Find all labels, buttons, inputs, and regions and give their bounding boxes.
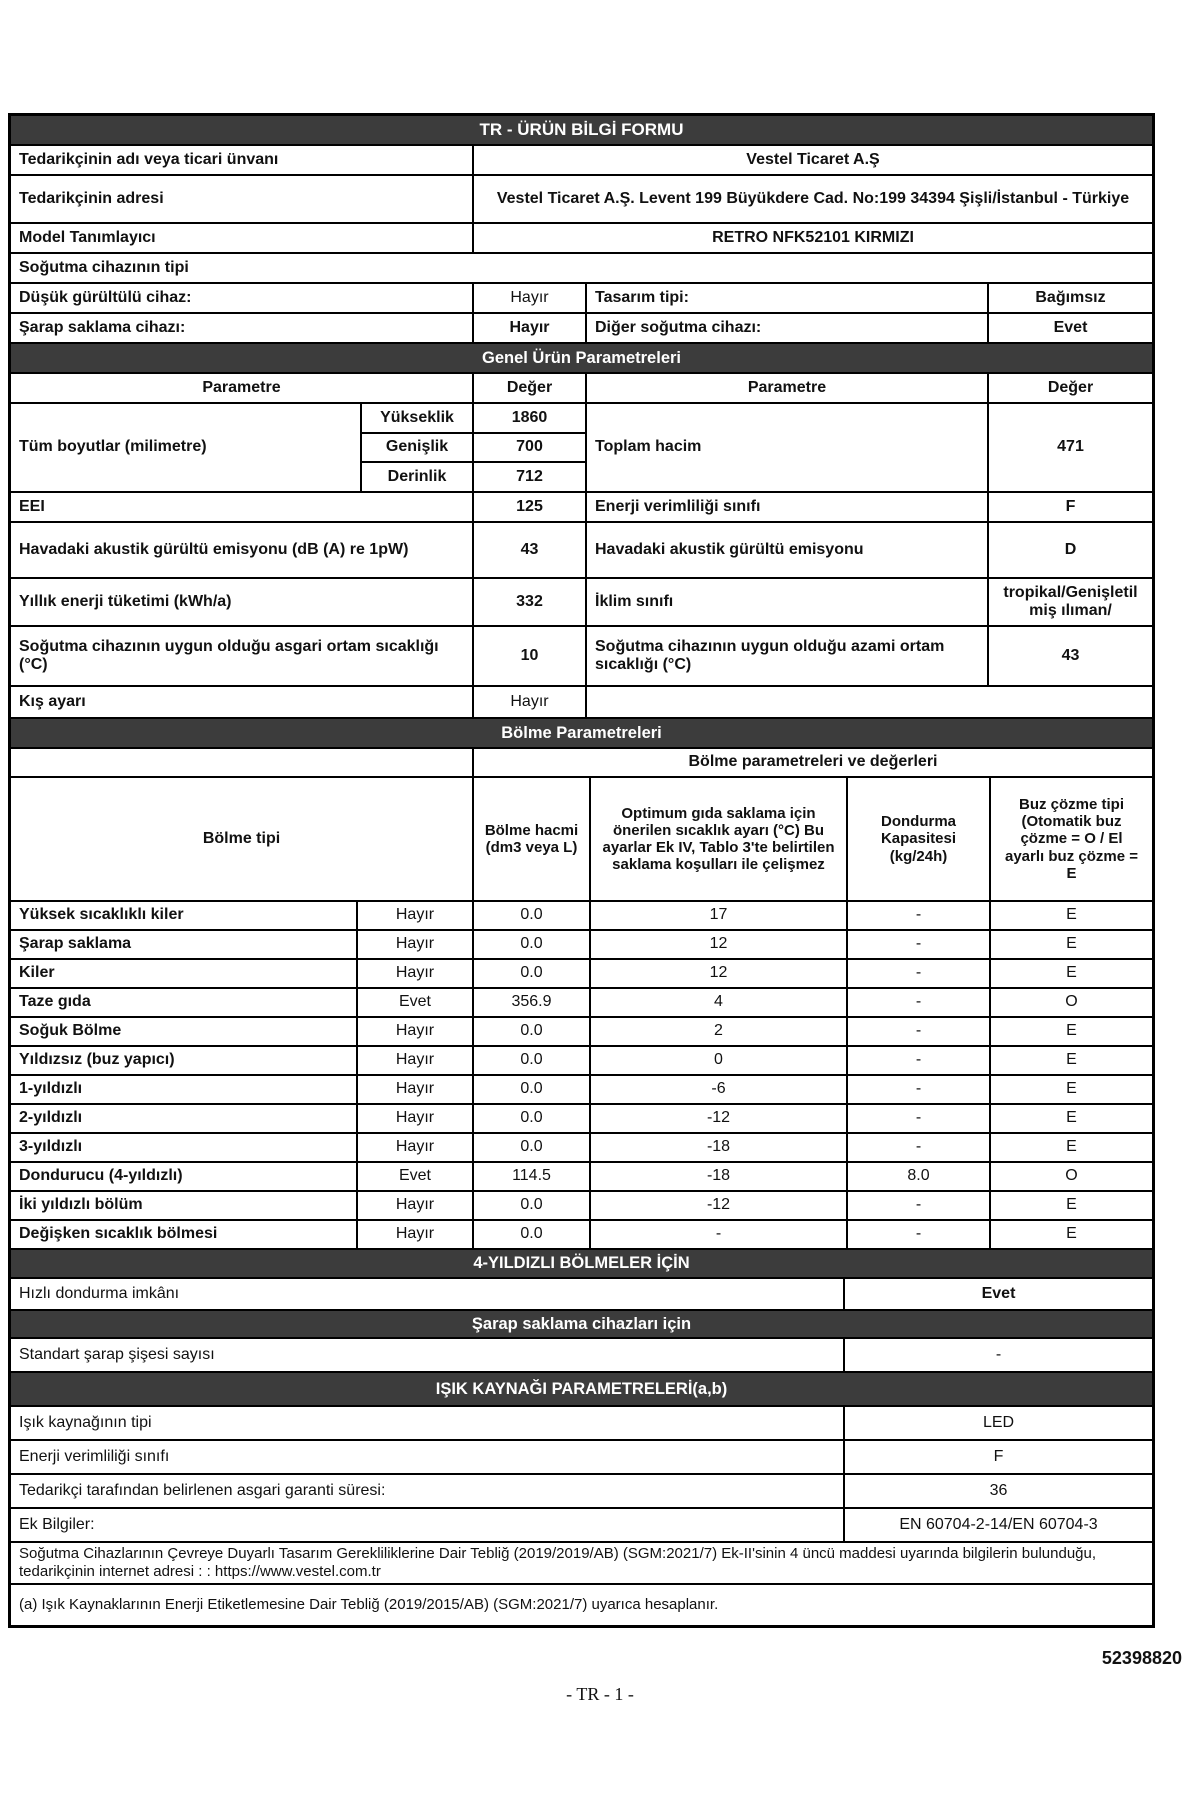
table-row xyxy=(11,116,1152,144)
table-row xyxy=(11,222,1152,252)
design-type-label: Tasarım tipi: xyxy=(585,284,987,312)
compartment-present: Hayır xyxy=(356,902,472,929)
compartment-volume: 114.5 xyxy=(472,1163,589,1190)
compartment-volume: 356.9 xyxy=(472,989,589,1016)
compartment-temp: -12 xyxy=(589,1105,846,1132)
compartment-name: İki yıldızlı bölüm xyxy=(19,1196,143,1214)
noise-emission-value: 43 xyxy=(472,523,585,577)
depth-value: 712 xyxy=(474,461,585,491)
winter-setting-value: Hayır xyxy=(472,687,585,717)
compartment-defrost: O xyxy=(989,989,1152,1016)
compartment-volume: 0.0 xyxy=(472,1047,589,1074)
dimension-names xyxy=(360,404,472,491)
compartment-present: Evet xyxy=(356,989,472,1016)
compartment-name: Yüksek sıcaklıklı kiler xyxy=(19,906,184,924)
supplier-name-value: Vestel Ticaret A.Ş xyxy=(472,146,1152,174)
noise-class-label: Havadaki akustik gürültü emisyonu xyxy=(585,523,987,577)
table-row xyxy=(11,685,1152,717)
compartment-present: Hayır xyxy=(356,1105,472,1132)
compartment-temp: -18 xyxy=(589,1134,846,1161)
energy-class-value: F xyxy=(987,493,1152,521)
compartment-temp: 17 xyxy=(589,902,846,929)
table-row xyxy=(11,1337,1152,1371)
total-volume-value: 471 xyxy=(987,404,1152,491)
compartment-present: Hayır xyxy=(356,1018,472,1045)
fast-freeze-label: Hızlı dondurma imkânı xyxy=(19,1284,180,1302)
product-info-table xyxy=(8,113,1155,1628)
compartment-defrost: O xyxy=(989,1163,1152,1190)
footnote-regulation: Soğutma Cihazlarının Çevreye Duyarlı Tasarım Gerekliliklerine Dair Tebliğ (2019/2019/AB) (SGM:2021/7) Ek-II'sinin 4 üncü maddesi uyarında bilgilerin bulunduğu, tedarikçinin internet adresi : : https://www.vestel.com.tr xyxy=(19,1545,1097,1580)
compartment-volume: 0.0 xyxy=(472,1192,589,1219)
compartment-name: Soğuk Bölme xyxy=(19,1022,122,1040)
dimensions-label: Tüm boyutlar (milimetre) xyxy=(19,438,207,456)
compartment-present: Hayır xyxy=(356,960,472,987)
eei-value: 125 xyxy=(472,493,585,521)
winter-setting-label: Kış ayarı xyxy=(19,692,86,710)
table-row xyxy=(11,577,1152,625)
compartment-present: Hayır xyxy=(356,931,472,958)
light-section-title: IŞIK KAYNAĞI PARAMETRELERİ(a,b) xyxy=(11,1373,1152,1405)
annual-energy-label: Yıllık enerji tüketimi (kWh/a) xyxy=(19,592,232,610)
low-noise-label: Düşük gürültülü cihaz: xyxy=(19,288,192,306)
max-ambient-label: Soğutma cihazının uygun olduğu azami ortam sıcaklığı (°C) xyxy=(585,627,987,685)
compartment-row xyxy=(11,929,1152,958)
compartment-capacity: - xyxy=(846,1134,989,1161)
compartment-present: Hayır xyxy=(356,1076,472,1103)
noise-emission-label: Havadaki akustik gürültü emisyonu (dB (A) re 1pW) xyxy=(19,540,409,558)
table-row xyxy=(11,625,1152,685)
col-header-temp-setting: Optimum gıda saklama için önerilen sıcaklık ayarı (°C) Bu ayarlar Ek IV, Tablo 3'te belirtilen saklama koşulları ile çelişmez xyxy=(589,778,846,900)
col-header-deger-2: Değer xyxy=(987,374,1152,402)
compartment-name: Şarap saklama xyxy=(19,935,132,953)
other-cooling-label: Diğer soğutma cihazı: xyxy=(585,314,987,342)
compartment-defrost: E xyxy=(989,1192,1152,1219)
table-row xyxy=(11,1405,1152,1439)
noise-class-value: D xyxy=(987,523,1152,577)
model-identifier-value: RETRO NFK52101 KIRMIZI xyxy=(472,224,1152,252)
compartment-name: 2-yıldızlı xyxy=(19,1109,83,1127)
height-value: 1860 xyxy=(511,408,548,426)
table-row xyxy=(11,1439,1152,1473)
wine-device-value: Hayır xyxy=(472,314,585,342)
compartment-present: Hayır xyxy=(356,1134,472,1161)
table-row xyxy=(11,1277,1152,1309)
compartment-capacity: - xyxy=(846,1192,989,1219)
compartment-present: Evet xyxy=(356,1163,472,1190)
compartment-volume: 0.0 xyxy=(472,1076,589,1103)
compartment-name: 1-yıldızlı xyxy=(19,1080,83,1098)
compartment-volume: 0.0 xyxy=(472,1018,589,1045)
empty-cell xyxy=(11,749,472,776)
compartment-row xyxy=(11,1103,1152,1132)
empty-cell xyxy=(585,687,1152,717)
max-ambient-value: 43 xyxy=(987,627,1152,685)
light-type-label: Işık kaynağının tipi xyxy=(19,1413,152,1431)
table-row xyxy=(11,1473,1152,1507)
col-header-parametre-2: Parametre xyxy=(585,374,987,402)
compartment-present: Hayır xyxy=(356,1192,472,1219)
compartment-defrost: E xyxy=(989,931,1152,958)
table-row xyxy=(11,747,1152,776)
footnote-row xyxy=(11,1541,1152,1583)
section-header-row xyxy=(11,717,1152,747)
compartment-row xyxy=(11,987,1152,1016)
light-type-value: LED xyxy=(843,1407,1152,1439)
compartment-temp: 0 xyxy=(589,1047,846,1074)
compartment-row xyxy=(11,1045,1152,1074)
compartment-row xyxy=(11,1219,1152,1248)
cooling-type-header: Soğutma cihazının tipi xyxy=(19,258,189,276)
col-header-freezing-capacity: Dondurma Kapasitesi (kg/24h) xyxy=(846,778,989,900)
height-label: Yükseklik xyxy=(380,408,454,426)
footnote-light-labelling: (a) Işık Kaynaklarının Enerji Etiketlemesine Dair Tebliğ (2019/2015/AB) (SGM:2021/7) uyarıca hesaplanır. xyxy=(19,1596,719,1613)
wine-bottles-label: Standart şarap şişesi sayısı xyxy=(19,1345,215,1363)
compartment-row xyxy=(11,1190,1152,1219)
compartment-temp: -18 xyxy=(589,1163,846,1190)
compartment-capacity: - xyxy=(846,1076,989,1103)
light-energy-class-value: F xyxy=(843,1441,1152,1473)
climate-class-label: İklim sınıfı xyxy=(585,579,987,625)
compartment-volume: 0.0 xyxy=(472,1134,589,1161)
total-volume-label: Toplam hacim xyxy=(585,404,987,491)
section-header-row xyxy=(11,342,1152,372)
compartment-present: Hayır xyxy=(356,1047,472,1074)
compartment-capacity: - xyxy=(846,1105,989,1132)
compartment-capacity: 8.0 xyxy=(846,1163,989,1190)
compartment-defrost: E xyxy=(989,1105,1152,1132)
section-header-row xyxy=(11,1309,1152,1337)
footnote-row xyxy=(11,1583,1152,1625)
compartment-present: Hayır xyxy=(356,1221,472,1248)
compartment-defrost: E xyxy=(989,902,1152,929)
low-noise-value: Hayır xyxy=(472,284,585,312)
wine-bottles-value: - xyxy=(843,1339,1152,1371)
width-value: 700 xyxy=(474,432,585,462)
compartment-row xyxy=(11,1161,1152,1190)
warranty-label: Tedarikçi tarafından belirlenen asgari garanti süresi: xyxy=(19,1481,386,1499)
climate-class-value: tropikal/Genişletilmiş ılıman/ xyxy=(987,579,1152,625)
form-title: TR - ÜRÜN BİLGİ FORMU xyxy=(11,116,1152,144)
page-number: - TR - 1 - xyxy=(566,1684,634,1704)
supplier-address-value: Vestel Ticaret A.Ş. Levent 199 Büyükdere Cad. No:199 34394 Şişli/İstanbul - Türkiye xyxy=(472,176,1152,222)
width-label: Genişlik xyxy=(362,432,472,462)
energy-class-label: Enerji verimliliği sınıfı xyxy=(585,493,987,521)
compartment-defrost: E xyxy=(989,1076,1152,1103)
table-row xyxy=(11,144,1152,174)
design-type-value: Bağımsız xyxy=(987,284,1152,312)
table-row xyxy=(11,491,1152,521)
other-cooling-value: Evet xyxy=(987,314,1152,342)
compartment-defrost: E xyxy=(989,960,1152,987)
compartment-capacity: - xyxy=(846,960,989,987)
section-header-row xyxy=(11,1371,1152,1405)
compartment-row xyxy=(11,958,1152,987)
compartment-defrost: E xyxy=(989,1134,1152,1161)
warranty-value: 36 xyxy=(843,1475,1152,1507)
min-ambient-label: Soğutma cihazının uygun olduğu asgari ortam sıcaklığı (°C) xyxy=(19,637,439,673)
compartment-temp: - xyxy=(589,1221,846,1248)
compartment-defrost: E xyxy=(989,1047,1152,1074)
dimension-values xyxy=(472,404,585,491)
depth-label: Derinlik xyxy=(362,461,472,491)
col-header-compartment-type: Bölme tipi xyxy=(202,829,281,847)
compartments-header-row xyxy=(11,776,1152,900)
compartment-capacity: - xyxy=(846,931,989,958)
table-row xyxy=(11,312,1152,342)
compartment-temp: -12 xyxy=(589,1192,846,1219)
model-identifier-label: Model Tanımlayıcı xyxy=(19,228,156,246)
compartment-volume: 0.0 xyxy=(472,960,589,987)
compartment-volume: 0.0 xyxy=(472,1221,589,1248)
table-row xyxy=(11,282,1152,312)
compartment-temp: 12 xyxy=(589,931,846,958)
eei-label: EEI xyxy=(19,497,45,515)
table-row xyxy=(11,372,1152,402)
compartment-capacity: - xyxy=(846,1018,989,1045)
compartment-temp: 4 xyxy=(589,989,846,1016)
compartment-capacity: - xyxy=(846,989,989,1016)
table-row xyxy=(11,521,1152,577)
doc-number: 52398820 xyxy=(1101,1648,1182,1668)
general-section-title: Genel Ürün Parametreleri xyxy=(11,344,1152,372)
dimensions-row xyxy=(11,402,1152,491)
compartment-temp: 2 xyxy=(589,1018,846,1045)
compartment-capacity: - xyxy=(846,1047,989,1074)
compartment-row xyxy=(11,900,1152,929)
compartment-volume: 0.0 xyxy=(472,1105,589,1132)
compartment-name: Kiler xyxy=(19,964,55,982)
table-row xyxy=(11,1507,1152,1541)
compartment-volume: 0.0 xyxy=(472,902,589,929)
compartment-capacity: - xyxy=(846,902,989,929)
compartment-name: 3-yıldızlı xyxy=(19,1138,83,1156)
compartment-row xyxy=(11,1132,1152,1161)
wine-device-label: Şarap saklama cihazı: xyxy=(19,318,186,336)
compartment-name: Dondurucu (4-yıldızlı) xyxy=(19,1167,183,1185)
compartment-volume: 0.0 xyxy=(472,931,589,958)
col-header-defrost-type: Buz çözme tipi (Otomatik buz çözme = O / El ayarlı buz çözme = E xyxy=(989,778,1152,900)
additional-info-value: EN 60704-2-14/EN 60704-3 xyxy=(843,1509,1152,1541)
table-row xyxy=(11,174,1152,222)
wine-section-title: Şarap saklama cihazları için xyxy=(11,1311,1152,1337)
compartment-row xyxy=(11,1074,1152,1103)
col-header-deger-1: Değer xyxy=(472,374,585,402)
compartment-name: Yıldızsız (buz yapıcı) xyxy=(19,1051,175,1069)
compartment-temp: -6 xyxy=(589,1076,846,1103)
compartment-temp: 12 xyxy=(589,960,846,987)
annual-energy-value: 332 xyxy=(472,579,585,625)
compartment-defrost: E xyxy=(989,1018,1152,1045)
compartment-name: Taze gıda xyxy=(19,993,91,1011)
compartment-defrost: E xyxy=(989,1221,1152,1248)
col-header-parametre-1: Parametre xyxy=(202,378,281,396)
additional-info-label: Ek Bilgiler: xyxy=(19,1515,95,1533)
fast-freeze-value: Evet xyxy=(843,1279,1152,1309)
compartment-row xyxy=(11,1016,1152,1045)
compartment-name: Değişken sıcaklık bölmesi xyxy=(19,1225,218,1243)
four-star-section-title: 4-YILDIZLI BÖLMELER İÇİN xyxy=(11,1250,1152,1277)
supplier-address-label: Tedarikçinin adresi xyxy=(19,189,164,207)
section-header-row xyxy=(11,1248,1152,1277)
min-ambient-value: 10 xyxy=(472,627,585,685)
table-row xyxy=(11,252,1152,282)
compartments-section-title: Bölme Parametreleri xyxy=(11,719,1152,747)
col-header-volume: Bölme hacmi (dm3 veya L) xyxy=(472,778,589,900)
light-energy-class-label: Enerji verimliliği sınıfı xyxy=(19,1447,170,1465)
compartment-capacity: - xyxy=(846,1221,989,1248)
compartments-group-header: Bölme parametreleri ve değerleri xyxy=(472,749,1152,776)
supplier-name-label: Tedarikçinin adı veya ticari ünvanı xyxy=(19,150,279,168)
